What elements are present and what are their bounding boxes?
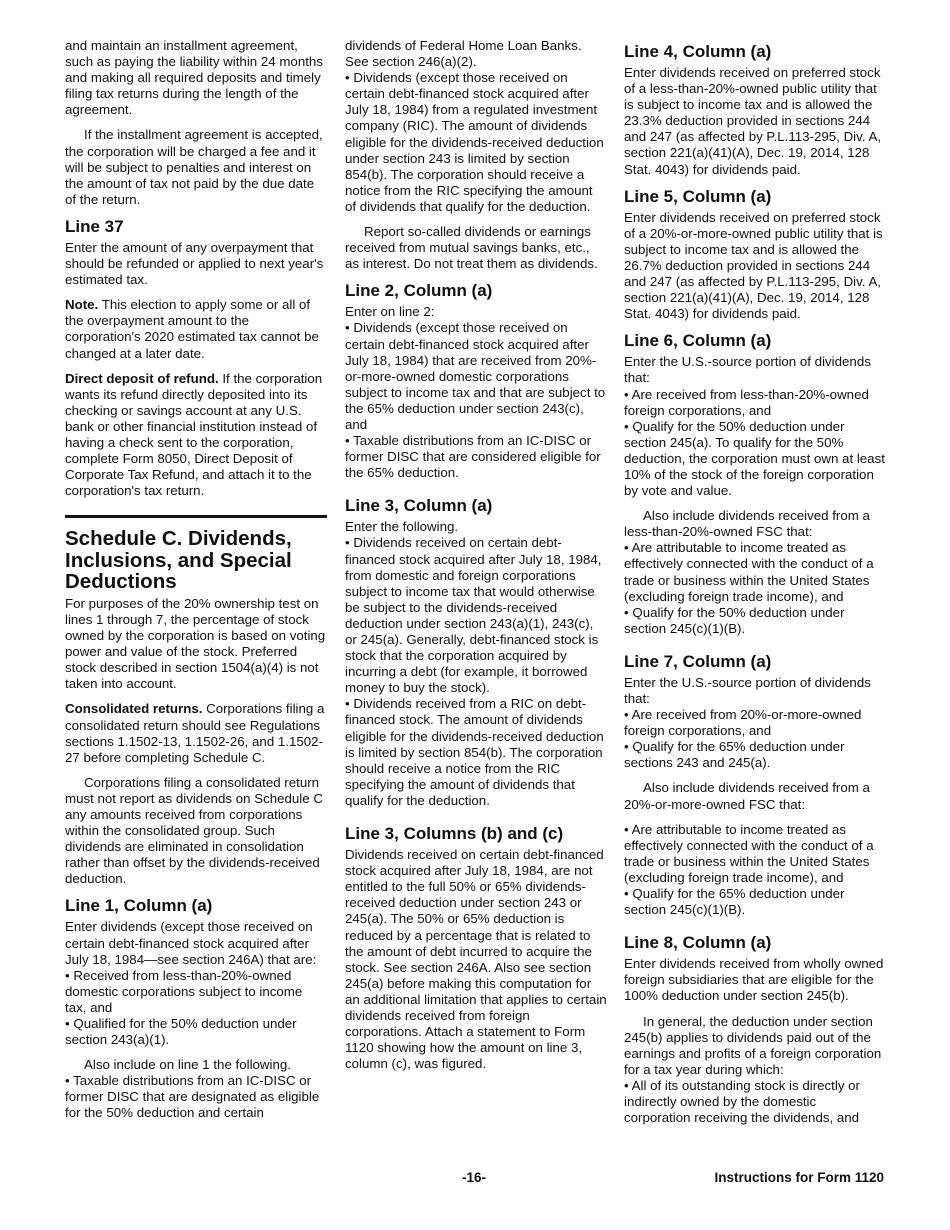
bullet-item [624, 605, 886, 637]
bullet-icon: • [345, 70, 350, 86]
bullet-item [624, 739, 886, 771]
page-number: -16- [462, 1170, 487, 1185]
bullet-text: Qualify for the 65% deduction under section 245(c)(1)(B). [624, 886, 845, 918]
bullet-text: Are attributable to income treated as effectively connected with the conduct of a trade or business within the United States (excluding foreign trade income), and [624, 821, 874, 885]
bullet-text: Taxable distributions from an IC-DISC or former DISC that are considered eligible for the 65% deduction. [345, 433, 601, 481]
bullet-icon: • [624, 418, 629, 434]
section-heading-line-37: Line 37 [65, 216, 124, 236]
paragraph: Report so-called dividends or earnings received from mutual savings banks, etc., as interest. Do not treat them as dividends. [345, 224, 598, 272]
bullet-text: Taxable distributions from an IC-DISC or former DISC that are designated as eligible for the 50% deduction and certain [65, 1073, 320, 1121]
bullet-icon: • [624, 386, 629, 402]
section-heading-line-4: Line 4, Column (a) [624, 42, 772, 61]
bullet-item [624, 886, 886, 918]
paragraph: Also include dividends received from a 20%-or-more-owned FSC that: [624, 780, 870, 812]
bullet-item [345, 70, 607, 215]
section-heading-line-2: Line 2, Column (a) [345, 281, 493, 301]
section-heading-line-3-bc: Line 3, Columns (b) and (c) [345, 824, 564, 844]
paragraph: For purposes of the 20% ownership test on lines 1 through 7, the percentage of stock owned by the corporation is based on voting power and value of the stock. Preferred stock described in section 1504(a)(4) is not taken into account. [65, 595, 326, 692]
bullet-icon: • [624, 821, 629, 837]
column-left [65, 38, 327, 1122]
bullet-icon: • [624, 604, 629, 620]
column-right [624, 38, 886, 1126]
form-name: Instructions for Form 1120 [714, 1170, 884, 1185]
bullet-text: Dividends (except those received on certain debt-financed stock acquired after July 18, 1984) that are received from 20%-or-more-owned domestic corporations subject to income tax and that are subject to the 65% deduction under section 243(c), and [345, 320, 606, 432]
section-heading-line-6: Line 6, Column (a) [624, 331, 772, 351]
note-paragraph [65, 297, 327, 361]
bullet-item [624, 419, 886, 499]
bullet-icon: • [65, 1073, 70, 1089]
bullet-text: Dividends (except those received on certain debt-financed stock acquired after July 18, 1984) from a regulated investment company (RIC). The amount of dividends eligible for the dividends-received deduction under section 243 is limited by section 854(b). The corporation should receive a notice from the RIC specifying the amount of dividends that qualify for the deduction. [345, 70, 604, 214]
paragraph: Enter the amount of any overpayment that should be refunded or applied to next year's estimated tax. [65, 239, 324, 288]
section-heading-line-5: Line 5, Column (a) [624, 186, 772, 206]
section-divider [65, 515, 327, 518]
bullet-text: Qualified for the 50% deduction under section 243(a)(1). [65, 1016, 297, 1048]
paragraph: dividends of Federal Home Loan Banks. See section 246(a)(2). [345, 38, 582, 70]
bullet-text: Received from less-than-20%-owned domestic corporations subject to income tax, and [65, 967, 303, 1015]
paragraph: If the installment agreement is accepted, the corporation will be charged a fee and it will be subject to penalties and interest on the amount of tax not paid by the due date of the return. [65, 127, 323, 207]
bullet-text: Dividends received from a RIC on debt-financed stock. The amount of dividends eligible for the dividends-received deduction is limited by section 854(b). The corporation should receive a notice from the RIC specifying the amount of dividends that qualify for the deduction. [345, 696, 604, 808]
paragraph: Enter dividends received from wholly owned foreign subsidiaries that are eligible for the 100% deduction under section 245(b). [624, 956, 884, 1004]
bullet-text: Dividends received on certain debt-financed stock acquired after July 18, 1984, from domestic and foreign corporations subject to income tax that would otherwise be subject to the dividends-received deduction under section 243(a)(1), 243(c), or 245(a). Generally, debt-financed stock is stock that the corporation acquired by incurring a debt (for example, it borrowed money to buy the stock). [345, 535, 602, 696]
section-heading-line-1: Line 1, Column (a) [65, 896, 213, 916]
paragraph: Enter the U.S.-source portion of dividends that: [624, 354, 871, 386]
paragraph: Enter the U.S.-source portion of dividends that: [624, 674, 871, 706]
paragraph: Corporations filing a consolidated return must not report as dividends on Schedule C any amounts received from corporations within the consolidated group. Such dividends are eliminated in consolidation rather than offset by the dividends-received deduction. [65, 774, 323, 887]
bullet-icon: • [345, 433, 350, 449]
bullet-icon: • [65, 967, 70, 983]
bullet-item [345, 696, 607, 809]
paragraph: In general, the deduction under section 245(b) applies to dividends paid out of the earnings and profits of a foreign corporation for a tax year during which: [624, 1013, 882, 1077]
paragraph: Enter dividends received on preferred stock of a less-than-20%-owned public utility that is subject to income tax and is allowed the 23.3% deduction provided in sections 244 and 247 (as affected by P.L.113-295, Div. A, section 221(a)(41)(A), Dec. 19, 2014, 128 Stat. 4043) for dividends paid. [624, 65, 882, 177]
paragraph: Enter dividends received on preferred stock of a 20%-or-more-owned public utility that is subject to income tax and is allowed the 26.7% deduction provided in sections 244 and 247 (as affected by P.L.113-295, Div. A, section 221(a)(41)(A), Dec. 19, 2014, 128 Stat. 4043) for dividends paid. [624, 209, 883, 322]
direct-deposit-label: Direct deposit of refund. [65, 370, 219, 386]
direct-deposit-paragraph [65, 371, 327, 500]
section-heading-line-3: Line 3, Column (a) [345, 496, 493, 516]
note-label: Note. [65, 297, 99, 313]
bullet-icon: • [65, 1016, 70, 1031]
bullet-icon: • [345, 696, 350, 712]
paragraph: Also include on line 1 the following. [84, 1057, 291, 1073]
bullet-text: Qualify for the 50% deduction under section 245(c)(1)(B). [624, 604, 845, 636]
bullet-text: Are received from less-than-20%-owned foreign corporations, and [624, 386, 869, 418]
bullet-text: Are attributable to income treated as effectively connected with the conduct of a trade or business within the United States (excluding foreign trade income), and [624, 540, 874, 604]
bullet-text: Qualify for the 50% deduction under section 245(a). To qualify for the 50% deduction, the corporation must own at least 10% of the stock of the foreign corporation by vote and value. [624, 418, 885, 499]
section-heading-line-7: Line 7, Column (a) [624, 651, 772, 671]
bullet-icon: • [345, 320, 350, 336]
paragraph: and maintain an installment agreement, such as paying the liability within 24 months and making all required deposits and timely filing tax returns during the length of the agreement. [65, 38, 323, 118]
paragraph: Enter the following. [345, 519, 459, 535]
bullet-item [65, 1016, 327, 1048]
schedule-c-heading: Schedule C. Dividends, Inclusions, and Special Deductions [65, 527, 292, 594]
bullet-item [345, 433, 607, 481]
bullet-text: All of its outstanding stock is directly or indirectly owned by the domestic corporation receiving the dividends, and [624, 1077, 860, 1126]
bullet-item [345, 320, 607, 433]
direct-deposit-text: If the corporation wants its refund directly deposited into its checking or savings account at any U.S. bank or other financial institution instead of having a check sent to the corporation, complete Form 8050, Direct Deposit of Corporate Tax Refund, and attach it to the corporation's tax return. [65, 370, 323, 499]
note-text: This election to apply some or all of the overpayment amount to the corporation's 2020 estimated tax cannot be changed at a later date. [65, 297, 319, 361]
bullet-item [345, 535, 607, 696]
bullet-text: Qualify for the 65% deduction under sections 243 and 245(a). [624, 739, 845, 771]
bullet-icon: • [345, 535, 350, 551]
bullet-item [624, 707, 886, 739]
bullet-icon: • [624, 707, 629, 723]
bullet-icon: • [624, 540, 629, 556]
bullet-item [65, 1073, 327, 1121]
bullet-item [65, 968, 327, 1016]
bullet-text: Are received from 20%-or-more-owned foreign corporations, and [624, 707, 862, 739]
consolidated-returns-text: Corporations filing a consolidated return should see Regulations sections 1.1502-13, 1.1502-26, and 1.1502-27 before completing Schedule C. [65, 701, 325, 765]
paragraph: Enter dividends (except those received on certain debt-financed stock acquired after July 18, 1984—see section 246A) that are: [65, 919, 317, 967]
section-heading-line-8: Line 8, Column (a) [624, 933, 772, 953]
bullet-icon: • [624, 1077, 629, 1093]
consolidated-returns-label: Consolidated returns. [65, 701, 203, 717]
paragraph: Dividends received on certain debt-financed stock acquired after July 18, 1984, are not entitled to the full 50% or 65% dividends-received deduction under section 243 or 245(a). The 50% or 65% deduction is reduced by a percentage that is related to the amount of debt incurred to acquire the stock. See section 246A. Also see section 245(a) before making this computation for an additional limitation that applies to certain dividends received from foreign corporations. Attach a statement to Form 1120 showing how the amount on line 3, column (c), was figured. [345, 847, 607, 1072]
bullet-item [624, 822, 886, 886]
bullet-icon: • [624, 886, 629, 902]
bullet-item [624, 387, 886, 419]
bullet-icon: • [624, 739, 629, 755]
column-middle [345, 38, 607, 1081]
paragraph: Also include dividends received from a less-than-20%-owned FSC that: [624, 508, 870, 540]
bullet-item [624, 1078, 886, 1126]
bullet-item [624, 540, 886, 604]
consolidated-returns-paragraph [65, 701, 327, 765]
paragraph: Enter on line 2: [345, 304, 435, 320]
